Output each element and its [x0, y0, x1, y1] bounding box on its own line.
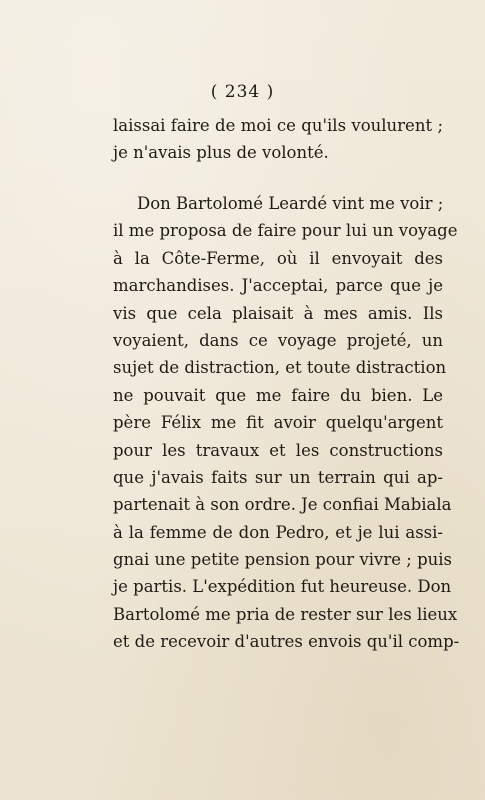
text-line: je partis. L'expédition fut heureuse. Don [113, 577, 452, 597]
text-line: il me proposa de faire pour lui un voyage [113, 221, 458, 241]
text-line: marchandises. J'acceptai, parce que je [113, 276, 443, 296]
text-line: laissai faire de moi ce qu'ils voulurent ; [113, 116, 443, 135]
text-line: à la Côte-Ferme, où il envoyait des [113, 248, 443, 268]
paragraph-1 [113, 112, 443, 167]
text-line: pour les travaux et les constructions [113, 440, 443, 460]
text-line: partenait à son ordre. Je confiai Mabiala [113, 495, 452, 515]
text-line: et de recevoir d'autres envois qu'il comp- [113, 632, 460, 652]
page-number: ( 234 ) [210, 82, 275, 102]
text-line: vis que cela plaisait à mes amis. Ils [113, 303, 443, 323]
text-line: Bartolomé me pria de rester sur les lieux [113, 604, 458, 624]
text-line: gnai une petite pension pour vivre ; puis [113, 550, 452, 570]
paragraph-2 [113, 190, 460, 656]
text-line: père Félix me fit avoir quelqu'argent [113, 413, 443, 433]
text-line: à la femme de don Pedro, et je lui assi- [113, 522, 443, 542]
text-line: sujet de distraction, et toute distraction [113, 358, 447, 378]
text-line: Don Bartolomé Leardé vint me voir ; [137, 194, 444, 213]
text-line: que j'avais faits sur un terrain qui ap- [113, 467, 443, 487]
text-line: ne pouvait que me faire du bien. Le [113, 385, 443, 405]
text-line: je n'avais plus de volonté. [113, 143, 329, 163]
text-line: voyaient, dans ce voyage projeté, un [113, 330, 443, 350]
